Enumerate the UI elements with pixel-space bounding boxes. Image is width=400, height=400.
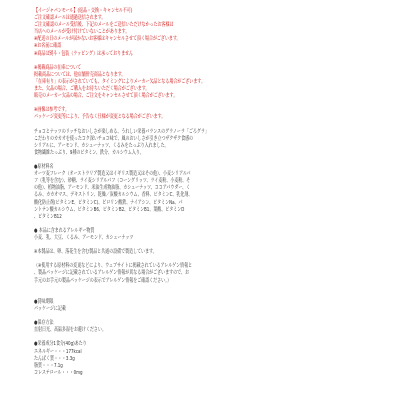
- nutrition-line: たんぱく質・・・3.3g: [34, 355, 75, 362]
- notice-line: 当店へのメールが受け付けていないことがあります。: [34, 29, 130, 36]
- ingredients-line: 、ビタミンB12: [34, 213, 62, 220]
- nutrition-line: 脂質・・・7.1g: [34, 362, 63, 369]
- notice-line: ※商品は熨斗・包装（ラッピング）は承っておりません: [34, 50, 134, 57]
- ingredients-heading: ●原材料名: [34, 164, 54, 171]
- nutrition-line: エネルギー・・・177kcal: [34, 348, 82, 355]
- ingredients-line: フ（乳等を含む）、砂糖、ライ麦シリアルパフ（コーングリッツ、ライ麦粉、小麦粉、そ: [34, 178, 191, 185]
- stock-notice-line: また、欠品の場合、ご購入をお待ちいただく場合がございます。: [34, 86, 150, 93]
- best-before-heading: ●賞味期限: [34, 298, 54, 305]
- factory-note: ※本製品は、卵、落花生を含む製品と共通の設備で製造しています。: [34, 249, 157, 256]
- description-line: こだわりのカカオを使ったコク深いチョコ味で、風のおいしさが引き立つザクザク食感の: [34, 135, 194, 142]
- stock-notice-line: ※掲載商品の在庫について: [34, 64, 82, 71]
- ingredients-line: の他）、植物油脂、アーモンド、米油生成物油脂、カシューナッツ、ココアパウダー、く: [34, 185, 191, 192]
- allergy-change-note: 手元のお手元の製品パッケージの表示でアレルゲン情報をご確認ください。）: [34, 277, 172, 284]
- notice-line: 【イージャパンモール】(返品・交換・キャンセル不可): [34, 8, 133, 14]
- ingredients-line: オーツ麦フレーク（オーストラリア製造又はイギリス製造又はその他）、小麦シリアルパ: [34, 171, 191, 178]
- product-description: [34, 8, 283, 377]
- ingredients-line: ントテン酸カルシウム、ビタミンB6、ビタミンB2、ビタミンB1、葉酸、ビタミンD: [34, 206, 185, 213]
- nutrition-line: コレステロール・・・0mg: [34, 369, 83, 376]
- ingredients-line: るみ、カカオマス、デキストリン、乾燥／炭酸カルシウム、香料、ビタミンC、乳化剤、: [34, 192, 193, 199]
- notice-line: ※配送の日のメールが届かないお客様はキャンセルさせて頂く場合がございます。: [34, 36, 181, 43]
- storage-value: 直射日光、高温多湿をお避けください。: [34, 327, 106, 334]
- notice-line: ご注文確認メールは通過送信されます。: [34, 15, 106, 22]
- ingredients-line: 酸化防止剤(ビタミンE、ビタミンC)、ピロリン酸鉄、ナイアシン、ビタミンNa、パ: [34, 199, 183, 206]
- notice-line: ※お名前に確認: [34, 43, 62, 50]
- stock-notice-line: 販売のメーカー欠品の場合、ご注文をキャンセルさせて頂く場合がございます。: [34, 93, 178, 100]
- description-line: 食物繊維たっぷり、9種のビタミン、鉄分、カルシウム入り。: [34, 149, 144, 156]
- stock-notice-line: 掲載商品については、他店舗併売商品となります。: [34, 71, 126, 78]
- nutrition-heading: ●栄養成分1食分(40g)あたり: [34, 341, 87, 348]
- stock-notice-line: 「在庫有り」の表示がされていても、タイミングによりメーカー欠品となる場合がございます。: [34, 78, 205, 85]
- image-notice-line: ※画像は参考です。: [34, 107, 69, 114]
- notice-line: ご注文確認のメール受信後、下記のメールをご送信いただけなかったお客様は: [34, 22, 174, 29]
- storage-heading: ●保存方法: [34, 320, 54, 327]
- allergen-heading: ● 本品に含まれるアレルギー物質: [34, 227, 95, 234]
- allergy-change-note: （※使用する原材料の変更などにより、ウェブサイトに掲載されているアレルゲン情報と: [34, 263, 193, 270]
- description-line: チョコとナッツのリッチなおいしさが楽しめる、うれしい栄養バランスのグラノーラ「ごろグラ」: [34, 128, 209, 135]
- allergy-change-note: 、製品パッケージに記載されているアレルゲン情報が異なる場合がございますので、お: [34, 270, 189, 277]
- image-notice-line: パッケージ変更等により、予告なく仕様が変更となる場合がございます。: [34, 114, 166, 121]
- allergen-list: 小麦、乳、大豆、くるみ、アーモンド、カシューナッツ: [34, 235, 134, 241]
- description-line: シリアルに、アーモンド、カシューナッツ、くるみをたっぷり入れました。: [34, 142, 169, 149]
- best-before-value: パッケージに記載: [34, 305, 66, 312]
